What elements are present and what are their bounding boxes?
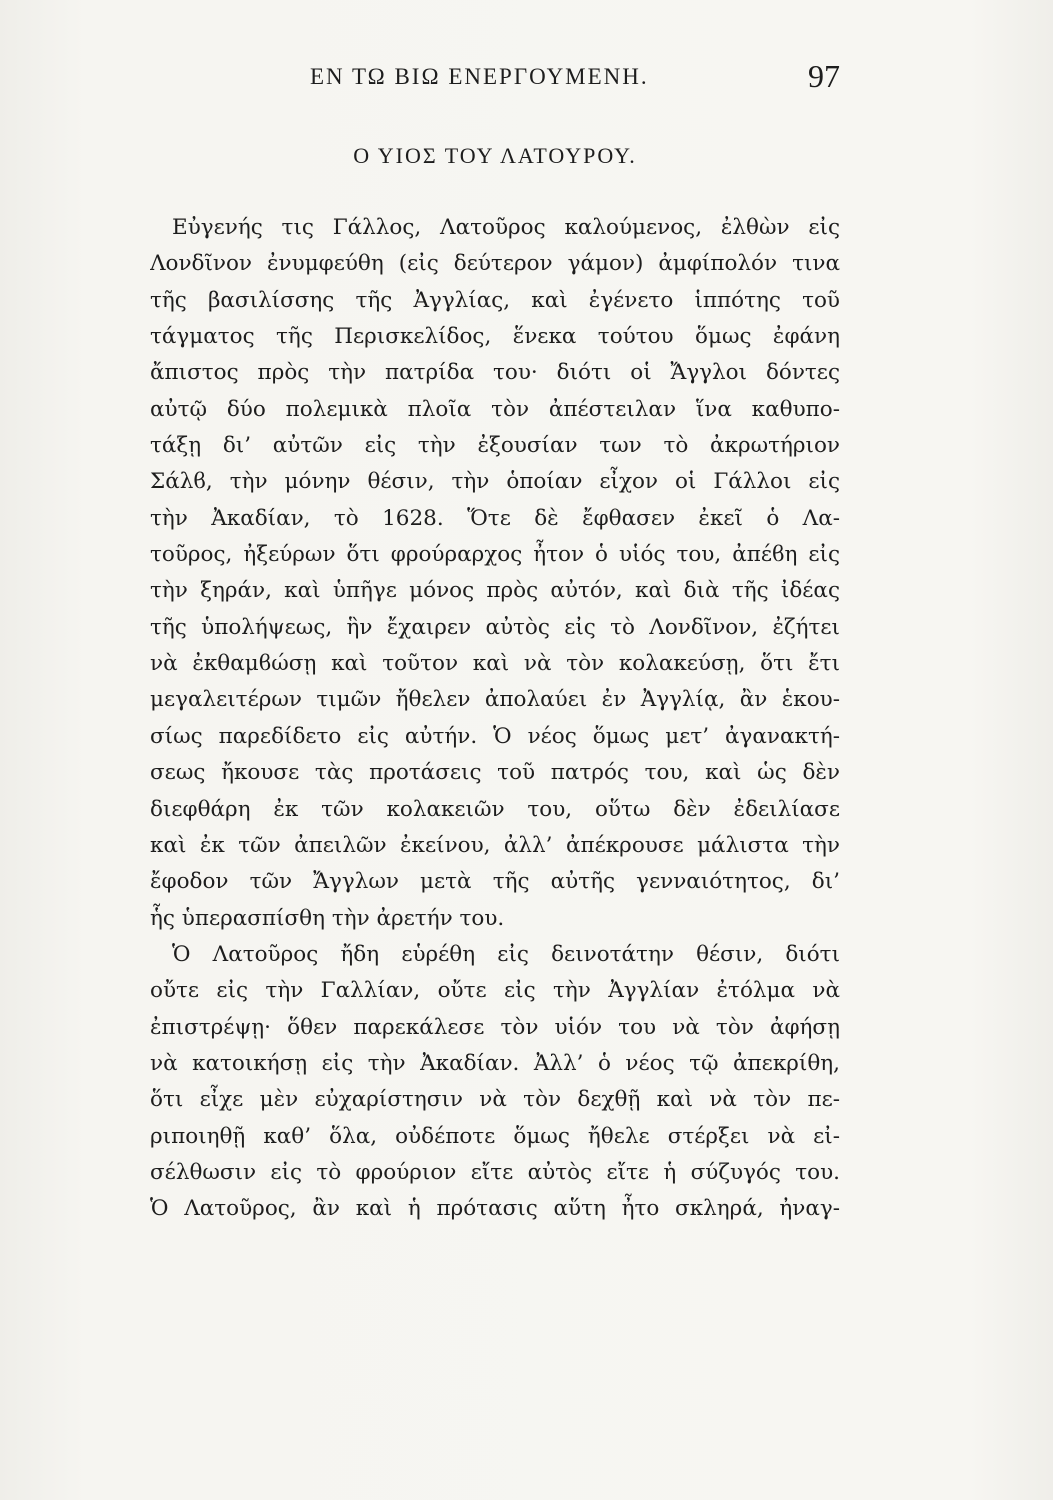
- text-line: σεως ἤκουσε τὰς προτάσεις τοῦ πατρός του, καὶ ὡς δὲν: [150, 760, 840, 786]
- text-line: τὴν ξηράν, καὶ ὑπῆγε μόνος πρὸς αὐτόν, καὶ διὰ τῆς ἰδέας: [150, 578, 840, 604]
- text-line: ἔφοδον τῶν Ἄγγλων μετὰ τῆς αὐτῆς γενναιότητος, δι’: [150, 869, 840, 895]
- running-title: ΕΝ ΤΩ ΒΙΩ ΕΝΕΡΓΟΥΜΕΝΗ.: [310, 64, 649, 89]
- text-line: ὅτι εἶχε μὲν εὐχαρίστησιν νὰ τὸν δεχθῇ καὶ νὰ τὸν πε-: [150, 1087, 840, 1113]
- text-line: καὶ ἐκ τῶν ἀπειλῶν ἐκείνου, ἀλλ’ ἀπέκρουσε μάλιστα τὴν: [150, 832, 840, 858]
- text-line: ἄπιστος πρὸς τὴν πατρίδα του· διότι οἱ Ἄγγλοι δόντες: [150, 360, 840, 386]
- text-line: αὐτῷ δύο πολεμικὰ πλοῖα τὸν ἀπέστειλαν ἵνα καθυπο-: [150, 396, 840, 422]
- text-line: Σάλϐ, τὴν μόνην θέσιν, τὴν ὁποίαν εἶχον οἱ Γάλλοι εἰς: [150, 469, 840, 495]
- text-line: τῆς ὑπολήψεως, ἣν ἔχαιρεν αὐτὸς εἰς τὸ Λονδῖνον, ἐζήτει: [150, 614, 840, 640]
- text-line: ριποιηθῇ καθ’ ὅλα, οὐδέποτε ὅμως ἤθελε στέρξει νὰ εἰ-: [150, 1123, 840, 1149]
- text-line: διεφθάρη ἐκ τῶν κολακειῶν του, οὕτω δὲν ἐδειλίασε: [150, 796, 840, 822]
- text-line: Ὁ Λατοῦρος ἤδη εὑρέθη εἰς δεινοτάτην θέσιν, διότι: [172, 941, 840, 967]
- text-line: σίως παρεδίδετο εἰς αὐτήν. Ὁ νέος ὅμως μετ’ ἀγανακτή-: [150, 723, 840, 749]
- text-line: σέλθωσιν εἰς τὸ φρούριον εἴτε αὐτὸς εἴτε ἡ σύζυγός του.: [150, 1159, 840, 1185]
- text-line: τὴν Ἀκαδίαν, τὸ 1628. Ὅτε δὲ ἔφθασεν ἐκεῖ ὁ Λα-: [150, 505, 840, 531]
- text-line: τάγματος τῆς Περισκελίδος, ἕνεκα τούτου ὅμως ἐφάνη: [150, 324, 840, 350]
- text-line: τάξῃ δι’ αὐτῶν εἰς τὴν ἐξουσίαν των τὸ ἀκρωτήριον: [150, 433, 840, 459]
- text-line: ἐπιστρέψῃ· ὅθεν παρεκάλεσε τὸν υἱόν του νὰ τὸν ἀφήσῃ: [150, 1014, 840, 1040]
- text-line: Εὐγενής τις Γάλλος, Λατοῦρος καλούμενος, ἐλθὼν εἰς: [172, 215, 840, 240]
- text-line: νὰ ἐκθαμϐώσῃ καὶ τοῦτον καὶ νὰ τὸν κολακεύσῃ, ὅτι ἔτι: [150, 651, 840, 677]
- chapter-title: Ο ΥΙΟΣ ΤΟΥ ΛΑΤΟΥΡΟΥ.: [353, 143, 637, 168]
- text-line: οὔτε εἰς τὴν Γαλλίαν, οὔτε εἰς τὴν Ἀγγλίαν ἐτόλμα νὰ: [150, 978, 840, 1004]
- running-head: [150, 58, 840, 92]
- text-line: Λονδῖνον ἐνυμφεύθη (εἰς δεύτερον γάμον) ἀμφίπολόν τινα: [150, 251, 840, 277]
- text-line: τῆς βασιλίσσης τῆς Ἀγγλίας, καὶ ἐγένετο ἱππότης τοῦ: [150, 287, 840, 313]
- text-line: ἧς ὑπερασπίσθη τὴν ἀρετήν του.: [150, 905, 505, 931]
- page-number: 97: [808, 58, 840, 94]
- text-line: Ὁ Λατοῦρος, ἂν καὶ ἡ πρότασις αὕτη ἦτο σκληρά, ἠναγ-: [150, 1196, 840, 1222]
- body-text: [150, 210, 840, 1228]
- text-line: νὰ κατοικήσῃ εἰς τὴν Ἀκαδίαν. Ἀλλ’ ὁ νέος τῷ ἀπεκρίθη,: [150, 1050, 840, 1076]
- text-line: τοῦρος, ἠξεύρων ὅτι φρούραρχος ἦτον ὁ υἱός του, ἀπέϐη εἰς: [150, 542, 840, 568]
- text-line: μεγαλειτέρων τιμῶν ἤθελεν ἀπολαύει ἐν Ἀγγλίᾳ, ἂν ἑκου-: [150, 687, 840, 713]
